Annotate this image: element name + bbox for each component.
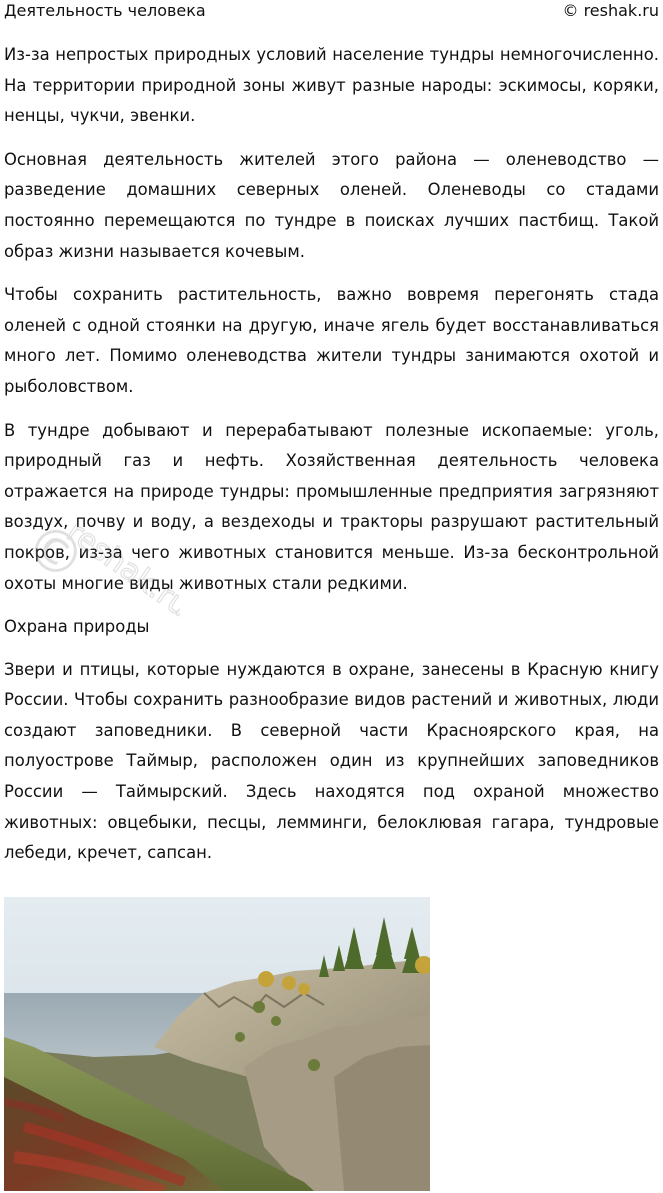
paragraph-pasture-rotation: Чтобы сохранить растительность, важно вовремя перегонять стада оленей с одной стоянки на другую, иначе ягель будет восстанавливаться много лет. Помимо оленеводства жители тундры занимаются охотой и рыболовством.: [4, 285, 659, 396]
copyright-site[interactable]: © reshak.ru: [562, 1, 659, 20]
page-header: [4, 0, 659, 24]
watermark-symbol: ©: [11, 507, 99, 597]
tundra-landscape-illustration: [4, 897, 430, 1191]
article-body: [4, 40, 659, 882]
watermark-text: reshak.ru: [60, 514, 180, 625]
paragraph-population: Из-за непростых природных условий население тундры немногочисленно. На территории природной зоны живут разные народы: эскимосы, коряки, ненцы, чукчи, эвенки.: [4, 45, 659, 126]
paragraph-mining-impact: В тундре добывают и перерабатывают полезные ископаемые: уголь, природный газ и нефть. Хозяйственная деятельность человека отражается на природе тундры: промышленные предприятия загрязняют воздух, почву и воду, а вездеходы и тракторы разрушают растительный покров, из-за чего животных становится меньше. Из-за бесконтрольной охоты многие виды животных стали редкими.: [4, 420, 659, 593]
paragraph-reindeer-herding: Основная деятельность жителей этого района — оленеводство — разведение домашних северных оленей. Оленеводы со стадами постоянно перемещаются по тундре в поисках лучших пастбищ. Такой образ жизни называется кочевым.: [4, 149, 659, 261]
paragraph-nature-reserves: Звери и птицы, которые нуждаются в охране, занесены в Красную книгу России. Чтобы сохранить разнообразие видов растений и животных, люди создают заповедники. В северной части Красноярского края, на полуострове Таймыр, расположен один из крупнейших заповедников России — Таймырский. Здесь находятся под охраной множество животных: овцебыки, песцы, лемминги, белоклювая гагара, тундровые лебеди, кречет, сапсан.: [4, 659, 659, 863]
tundra-landscape-photo: [4, 897, 430, 1191]
page-title: Деятельность человека: [4, 1, 206, 20]
section-heading-nature-protection: Охрана природы: [4, 617, 150, 637]
